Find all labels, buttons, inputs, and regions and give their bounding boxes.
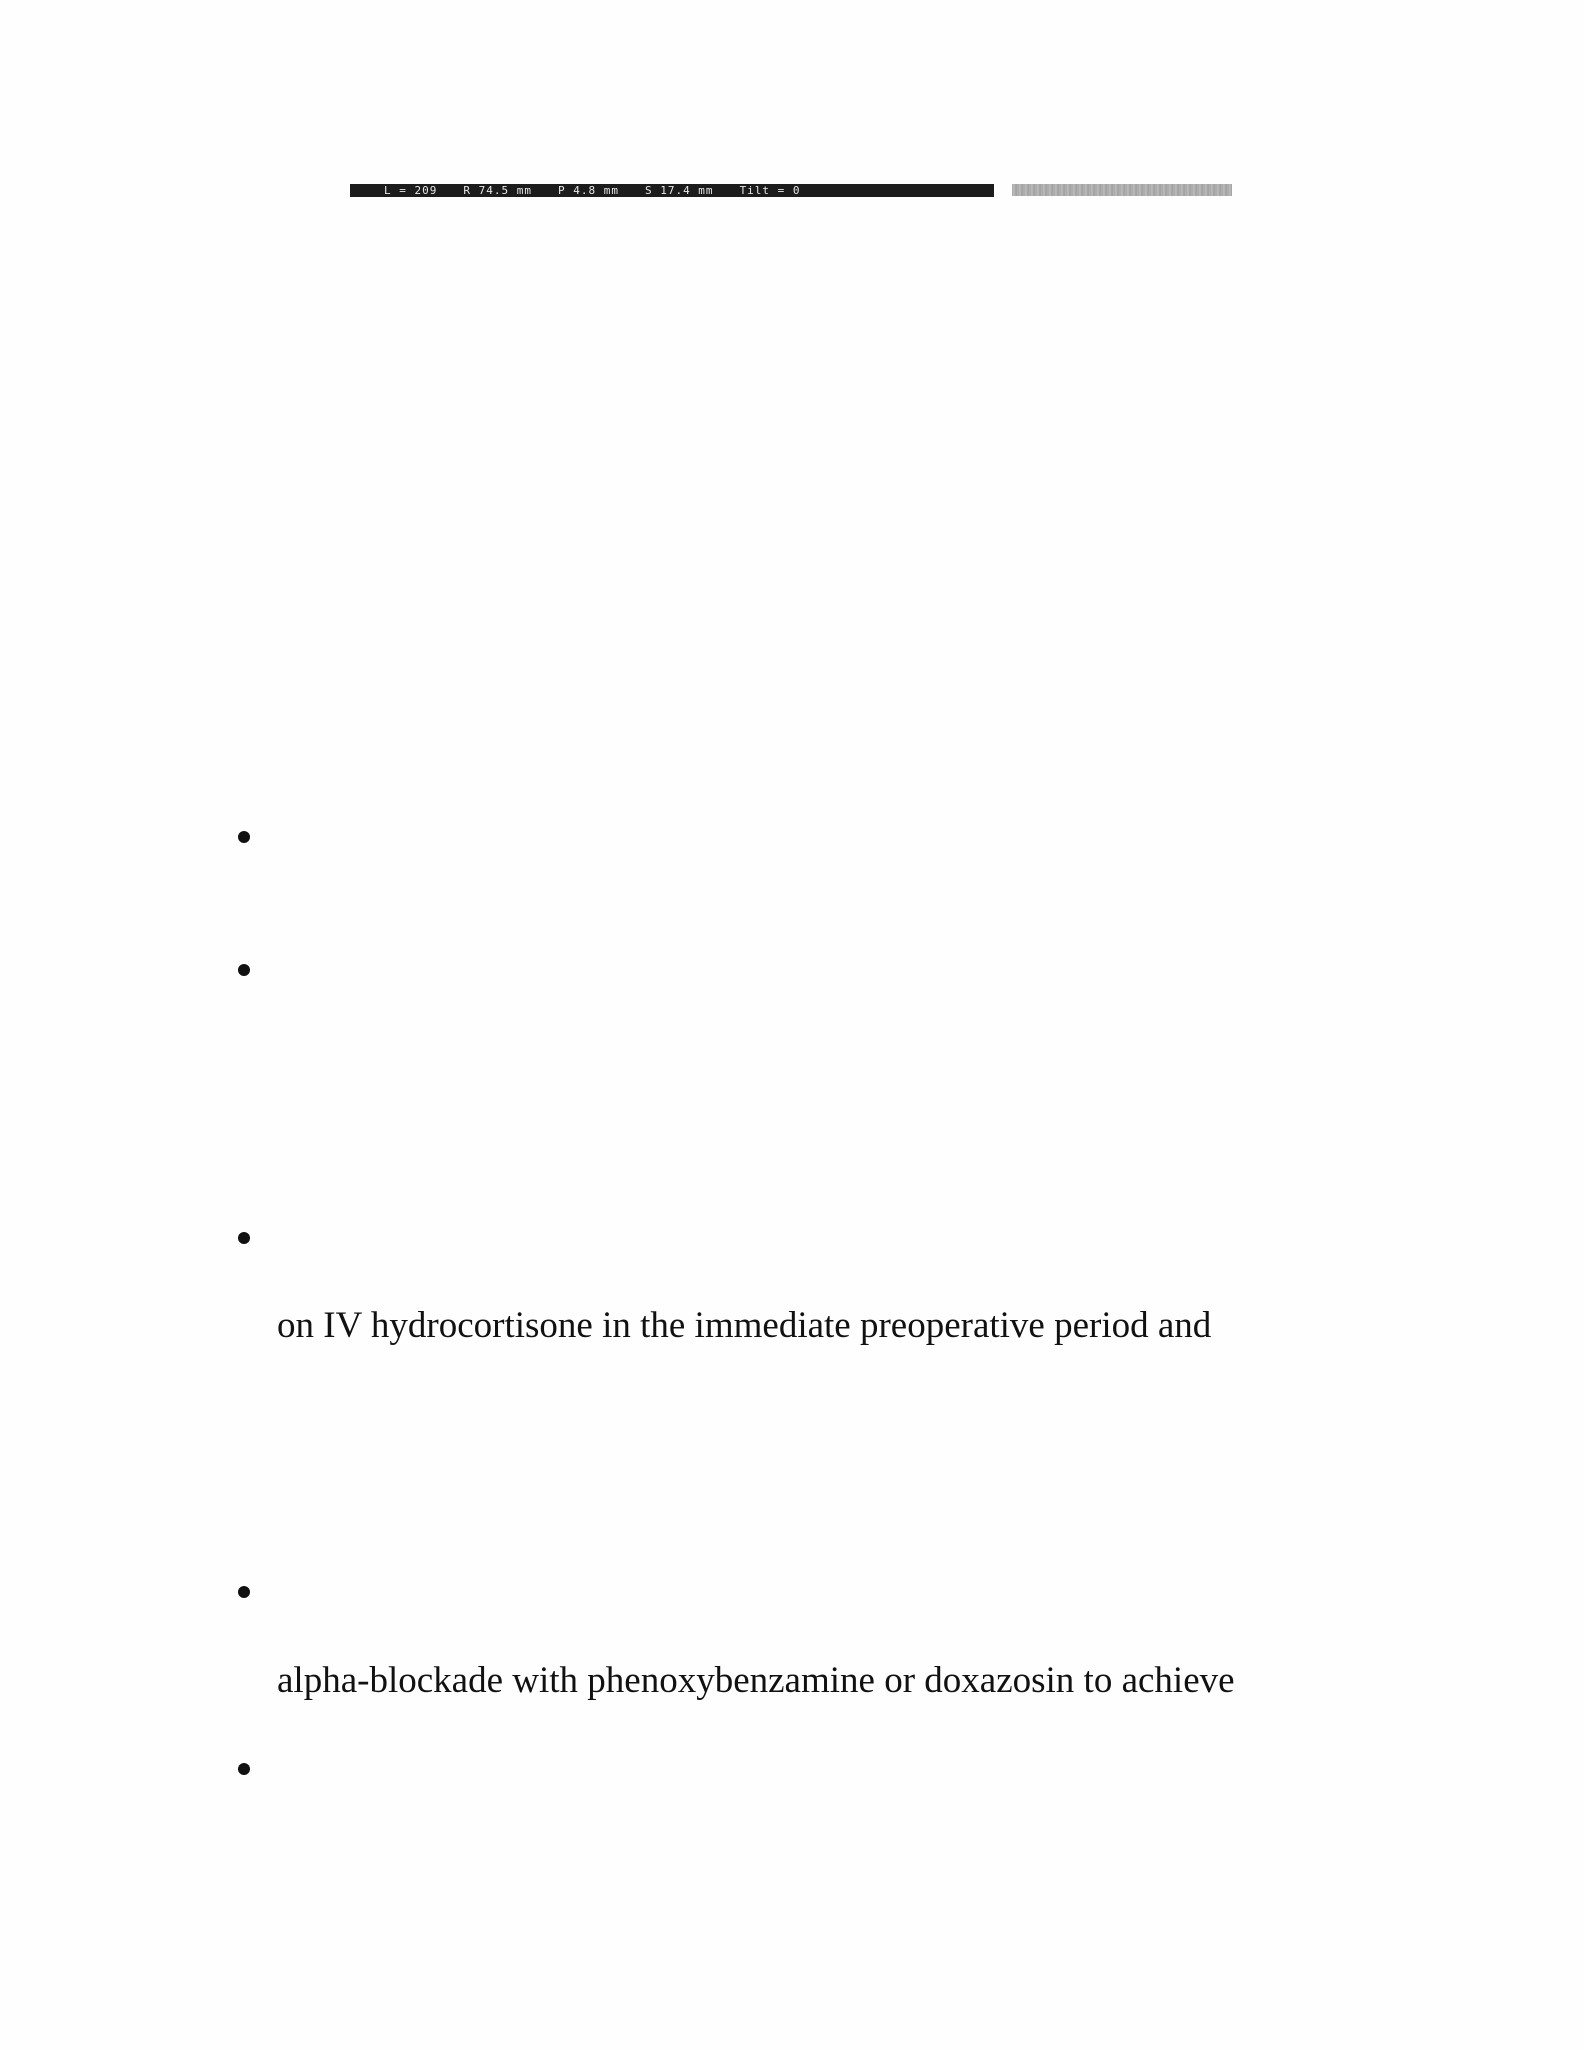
body-text-line-2: alpha-blockade with phenoxybenzamine or doxazosin to achieve <box>277 1660 1235 1701</box>
bullet-5 <box>238 1763 250 1775</box>
bullet-1 <box>238 831 250 843</box>
body-text-line-1: on IV hydrocortisone in the immediate preoperative period and <box>277 1305 1212 1346</box>
bullet-4 <box>238 1586 250 1598</box>
bullet-3 <box>238 1232 250 1244</box>
bullet-2 <box>238 964 250 976</box>
scan-field-tilt: Tilt = 0 <box>739 184 801 197</box>
scan-field-l: L = 209 <box>384 184 438 197</box>
scan-field-s: S 17.4 mm <box>644 184 714 197</box>
scan-info-strip <box>350 184 994 197</box>
scan-field-p: P 4.8 mm <box>557 184 619 197</box>
scan-grey-bar <box>1012 184 1232 196</box>
scan-field-r: R 74.5 mm <box>463 184 532 197</box>
